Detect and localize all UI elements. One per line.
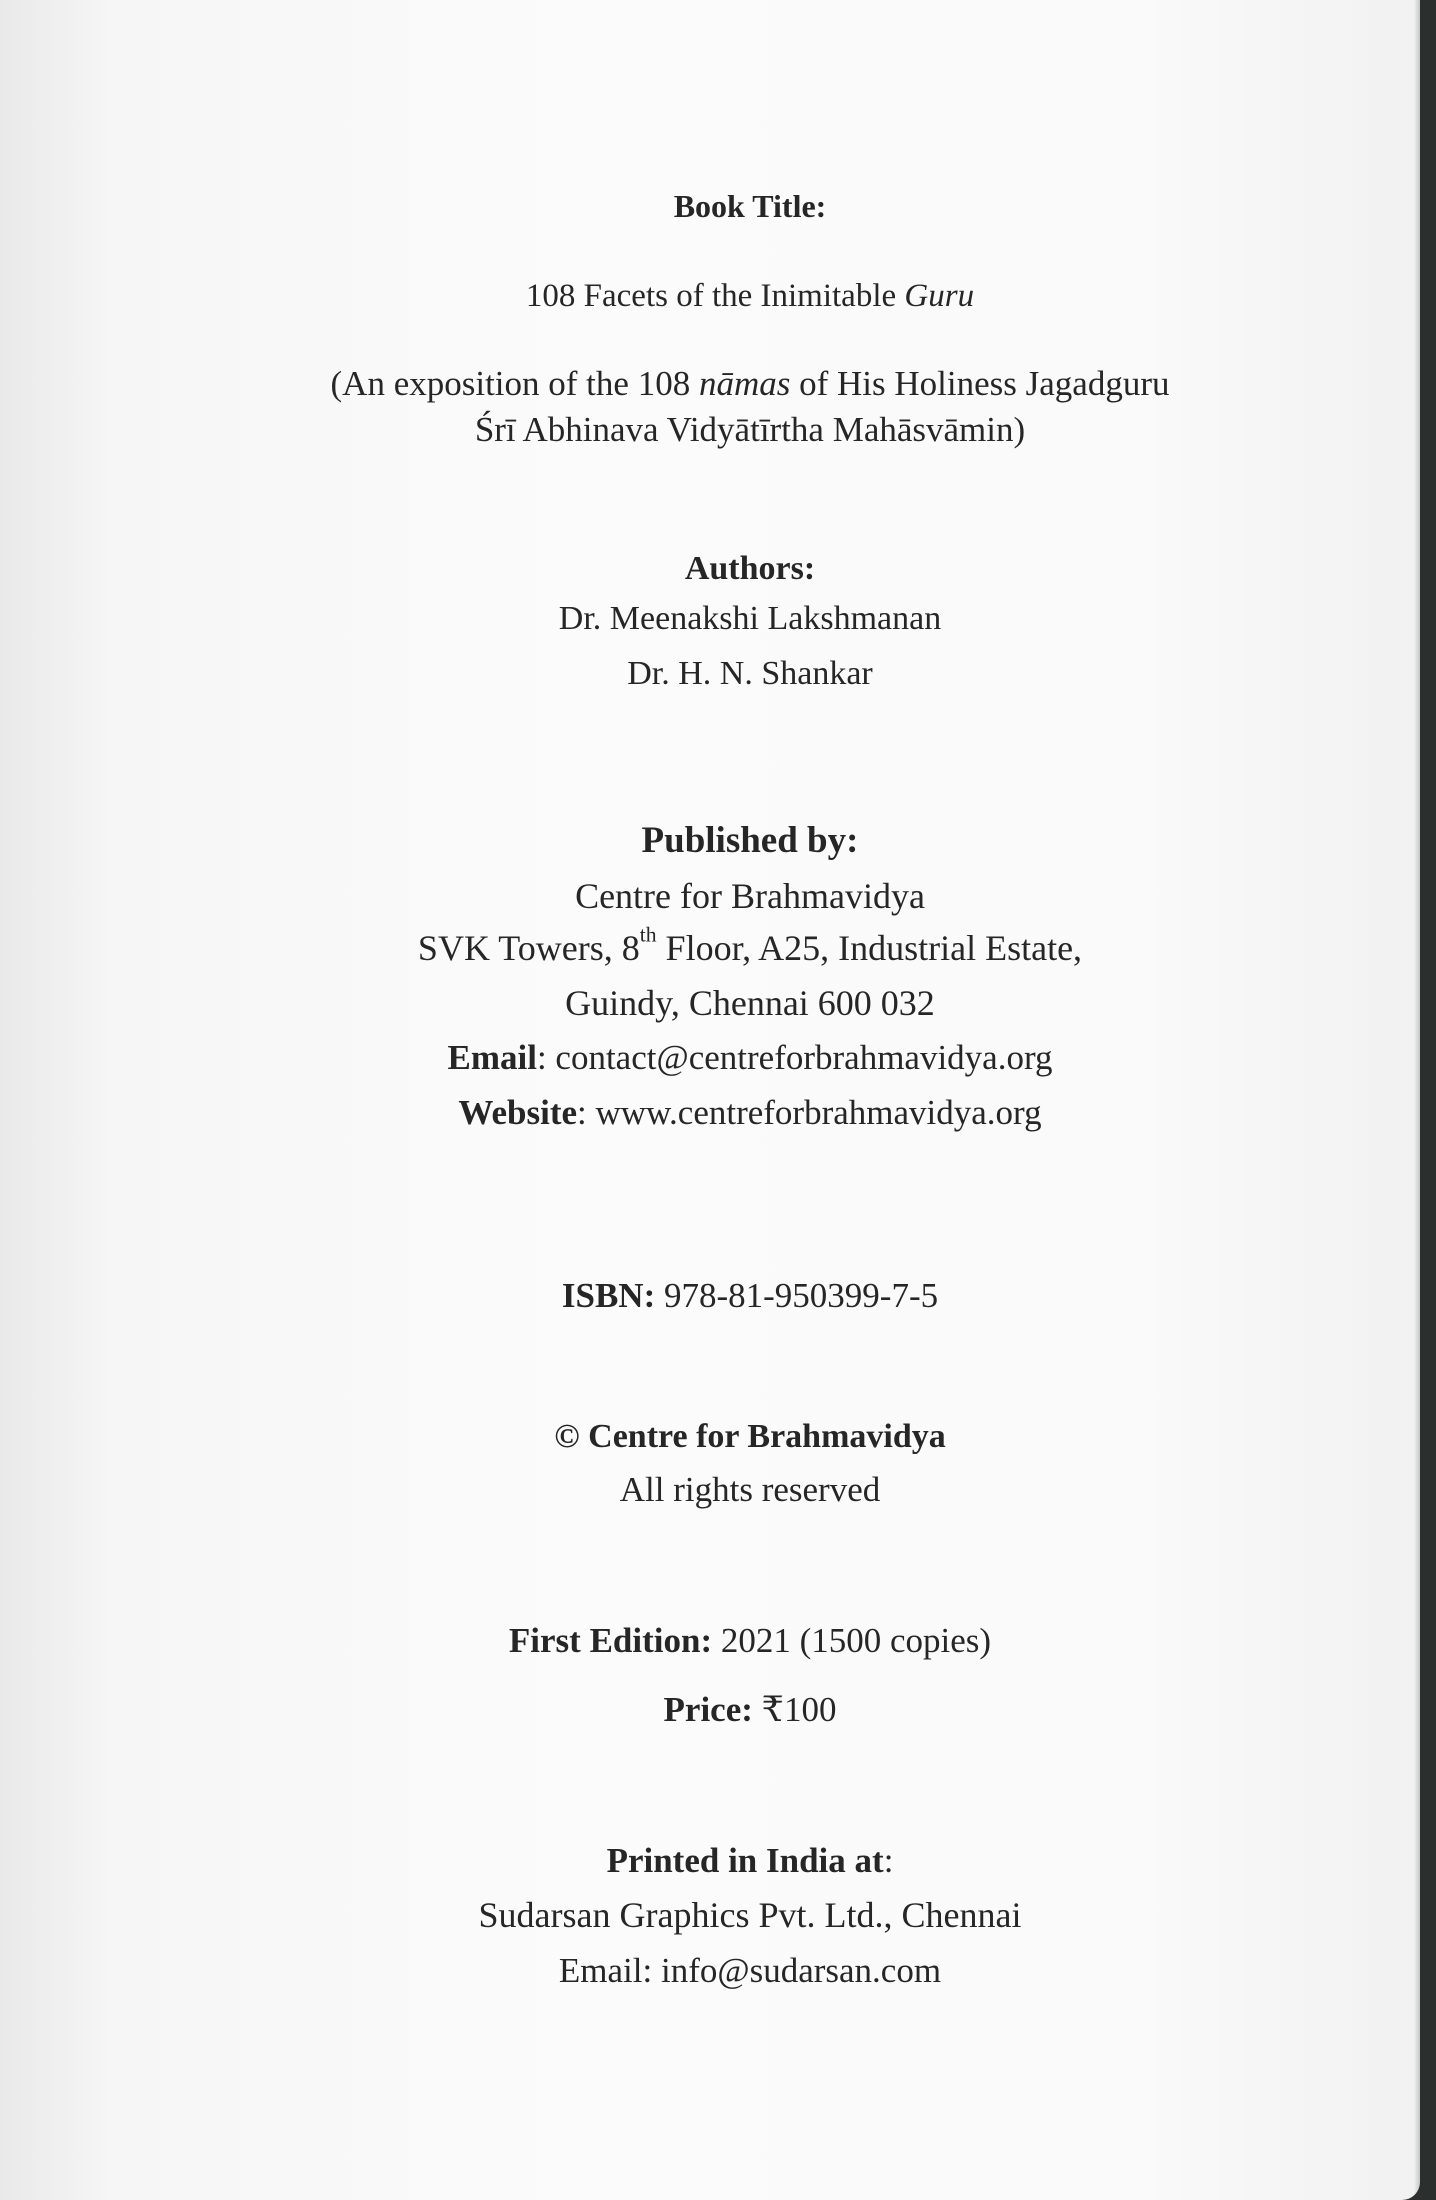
address-ordinal: th xyxy=(639,922,657,947)
email-label: Email xyxy=(447,1038,537,1077)
copyright-holder: © Centre for Brahmavidya xyxy=(554,1418,946,1455)
publisher-email xyxy=(0,1040,1420,1075)
book-title-label: Book Title: xyxy=(673,188,827,224)
book-description-line-2: Śrī Abhinava Vidyātīrtha Mahāsvāmin) xyxy=(474,410,1026,449)
publisher-label: Published by: xyxy=(641,820,859,861)
edition-value: 2021 (1500 copies) xyxy=(712,1621,992,1660)
printer-label xyxy=(0,1843,1420,1878)
description-italic: nāmas xyxy=(698,364,791,403)
book-description-line-1 xyxy=(0,366,1420,401)
publisher-website xyxy=(0,1095,1420,1130)
website-value: : www.centreforbrahmavidya.org xyxy=(577,1093,1042,1132)
book-title-italic: Guru xyxy=(904,278,975,314)
publisher-address-line-1 xyxy=(0,922,1420,968)
printer-label-text: Printed in India at xyxy=(606,1841,884,1880)
book-title xyxy=(0,280,1420,313)
address-pre: SVK Towers, 8 xyxy=(417,928,640,968)
address-post: Floor, A25, Industrial Estate, xyxy=(656,928,1083,968)
isbn-value: 978-81-950399-7-5 xyxy=(655,1276,939,1315)
price xyxy=(0,1692,1420,1727)
description-post: of His Holiness Jagadguru xyxy=(790,364,1170,403)
publisher-address-line-2: Guindy, Chennai 600 032 xyxy=(565,983,935,1023)
website-label: Website xyxy=(458,1093,578,1132)
book-title-main: 108 Facets of the Inimitable xyxy=(525,278,905,314)
author-name: Dr. H. N. Shankar xyxy=(627,655,873,692)
printer-label-colon: : xyxy=(883,1841,894,1880)
edition-label: First Edition: xyxy=(508,1621,713,1660)
description-pre: (An exposition of the 108 xyxy=(330,364,699,403)
copyright-rights: All rights reserved xyxy=(619,1470,881,1509)
email-value: : contact@centreforbrahmavidya.org xyxy=(536,1038,1053,1077)
edition xyxy=(0,1623,1420,1658)
publisher-name: Centre for Brahmavidya xyxy=(575,876,925,916)
author-name: Dr. Meenakshi Lakshmanan xyxy=(558,600,942,637)
printer-name: Sudarsan Graphics Pvt. Ltd., Chennai xyxy=(478,1895,1022,1935)
isbn xyxy=(0,1278,1420,1313)
price-label: Price: xyxy=(663,1690,753,1729)
printer-email: Email: info@sudarsan.com xyxy=(558,1951,942,1990)
isbn-label: ISBN: xyxy=(561,1276,656,1315)
price-value: ₹100 xyxy=(752,1690,837,1729)
authors-label: Authors: xyxy=(684,550,816,587)
